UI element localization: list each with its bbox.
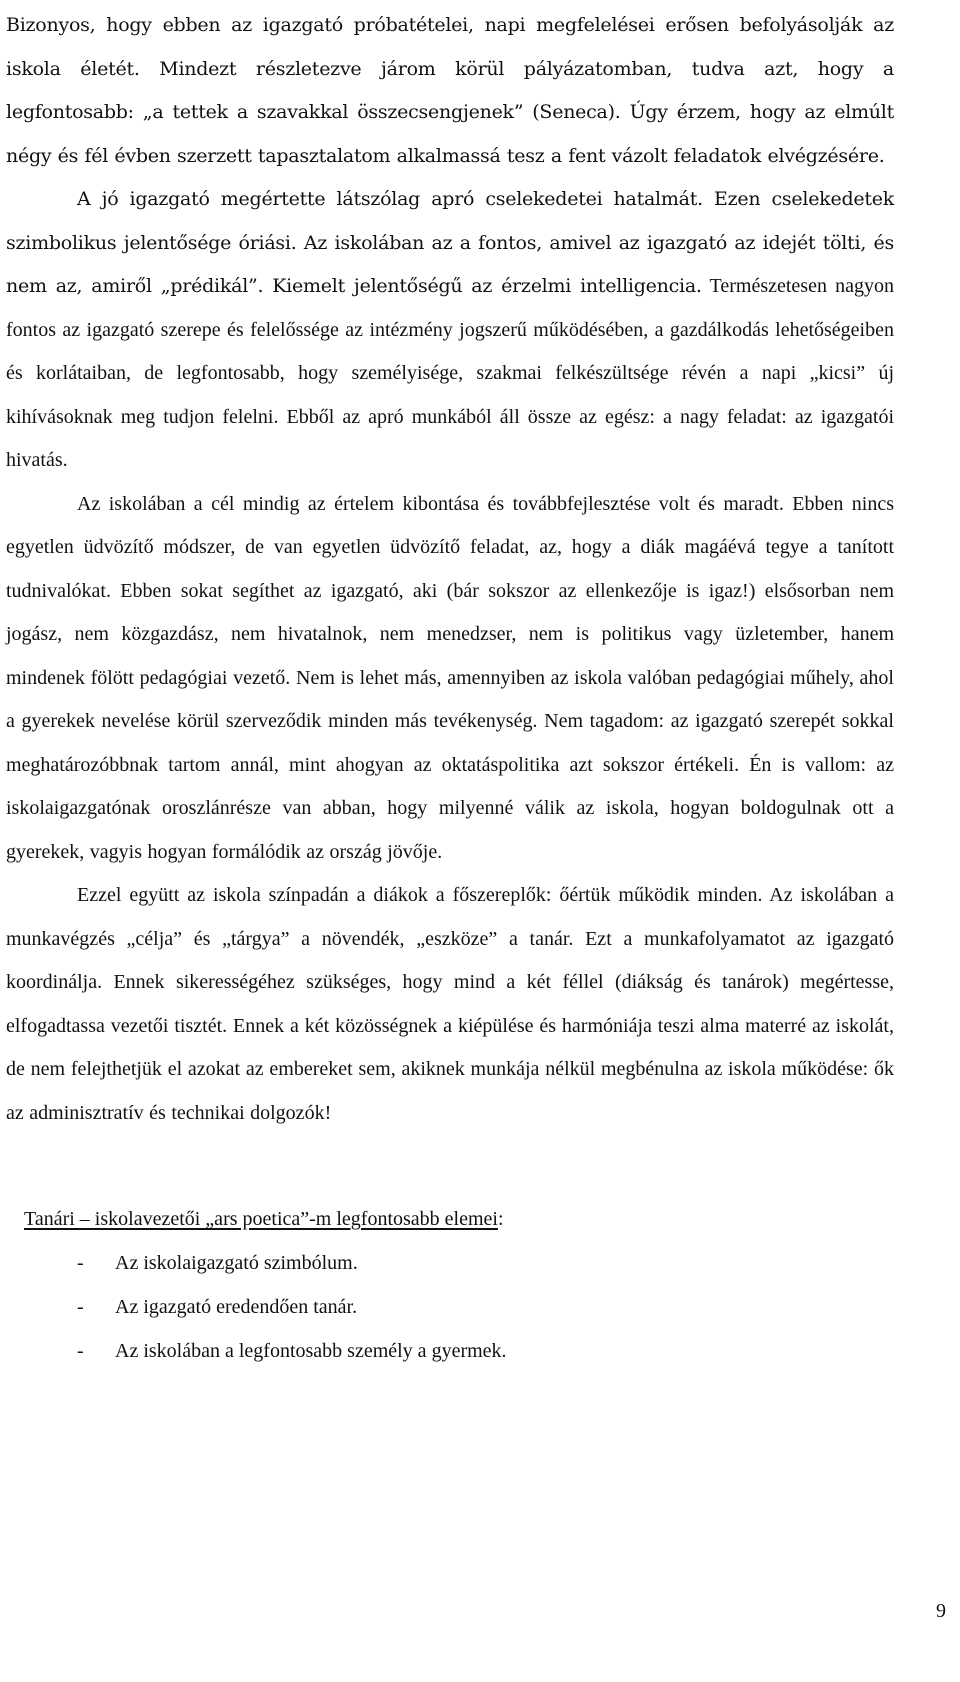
paragraph-2-text-b: Természetesen nagyon fontos az igazgató szerepe és felelőssége az intézmény jogszerű működésében, a gazdálkodás lehetőségeiben és korlátaiban, de legfontosabb, hogy személyisége, szakmai felkészültsége révén a napi „kicsi” új kihívásoknak meg tudjon felelni. Ebből az apró munkából áll össze az egész: a nagy feladat: az igazgatói hivatás.: [6, 275, 894, 471]
list-bullet: -: [77, 1340, 84, 1362]
paragraph-3: [6, 483, 894, 875]
paragraph-1: [6, 4, 894, 178]
paragraph-2-text-a: A jó igazgató megértette látszólag apró cselekedetei hatalmát. Ezen cselekedetek szimbolikus jelentősége óriási. Az iskolában az a fontos, amivel az igazgató az idejét tölti, és nem az, amiről „prédikál”. Kiemelt jelentőségű az érzelmi intelligencia.: [6, 188, 894, 297]
list-bullet: -: [77, 1252, 84, 1274]
ars-poetica-title: Tanári – iskolavezetői „ars poetica”-m legfontosabb elemei: [24, 1208, 498, 1230]
page-number: 9: [936, 1600, 946, 1622]
list-item-text: Az igazgató eredendően tanár.: [115, 1296, 358, 1318]
ars-poetica-colon: :: [497, 1208, 504, 1230]
document-page: [6, 4, 894, 1373]
list-item: [77, 1241, 894, 1285]
paragraph-4: [6, 874, 894, 1135]
paragraph-2: [6, 178, 894, 483]
section-spacer: [6, 1135, 894, 1197]
paragraph-1-text: Bizonyos, hogy ebben az igazgató próbatételei, napi megfelelései erősen befolyásolják az iskola életét. Mindezt részletezve járom körül pályázatomban, tudva azt, hogy a legfontosabb: „a tettek a szavakkal összecsengjenek” (Seneca). Úgy érzem, hogy az elmúlt négy és fél évben szerzett tapasztalatom alkalmassá tesz a fent vázolt feladatok elvégzésére.: [6, 14, 894, 167]
list-item: [77, 1329, 894, 1373]
paragraph-4-text: Ezzel együtt az iskola színpadán a diákok a főszereplők: őértük működik minden. Az iskolában a munkavégzés „célja” és „tárgya” a növendék, „eszköze” a tanár. Ezt a munkafolyamatot az igazgató koordinálja. Ennek sikerességéhez szükséges, hogy mind a két féllel (diákság és tanárok) megértesse, elfogadtassa vezetői tisztét. Ennek a két közösségnek a kiépülése és harmóniája teszi alma materré az iskolát, de nem felejthetjük el azokat az embereket sem, akiknek munkája nélkül megbénulna az iskola működése: ők az adminisztratív és technikai dolgozók!: [6, 884, 894, 1124]
list-item: [77, 1285, 894, 1329]
list-bullet: -: [77, 1296, 84, 1318]
list-item-text: Az iskolában a legfontosabb személy a gyermek.: [115, 1340, 507, 1362]
paragraph-3-text: Az iskolában a cél mindig az értelem kibontása és továbbfejlesztése volt és maradt. Ebben nincs egyetlen üdvözítő módszer, de van egyetlen üdvözítő feladat, az, hogy a diák magáévá tegye a tanított tudnivalókat. Ebben sokat segíthet az igazgató, aki (bár sokszor az ellenkezője is igaz!) elsősorban nem jogász, nem közgazdász, nem hivatalnok, nem menedzser, nem is politikus vagy üzletember, hanem mindenek fölött pedagógiai vezető. Nem is lehet más, amennyiben az iskola valóban pedagógiai műhely, ahol a gyerekek nevelése körül szerveződik minden más tevékenység. Nem tagadom: az igazgató szerepét sokkal meghatározóbbnak tartom annál, mint ahogyan az oktatáspolitika azt sokszor értékeli. Én is vallom: az iskolaigazgatónak oroszlánrésze van abban, hogy milyenné válik az iskola, hogyan boldogulnak ott a gyerekek, vagyis hogyan formálódik az ország jövője.: [6, 492, 894, 863]
list-item-text: Az iskolaigazgató szimbólum.: [115, 1252, 358, 1274]
ars-poetica-list: [6, 1241, 894, 1373]
ars-poetica-heading: [6, 1197, 894, 1241]
